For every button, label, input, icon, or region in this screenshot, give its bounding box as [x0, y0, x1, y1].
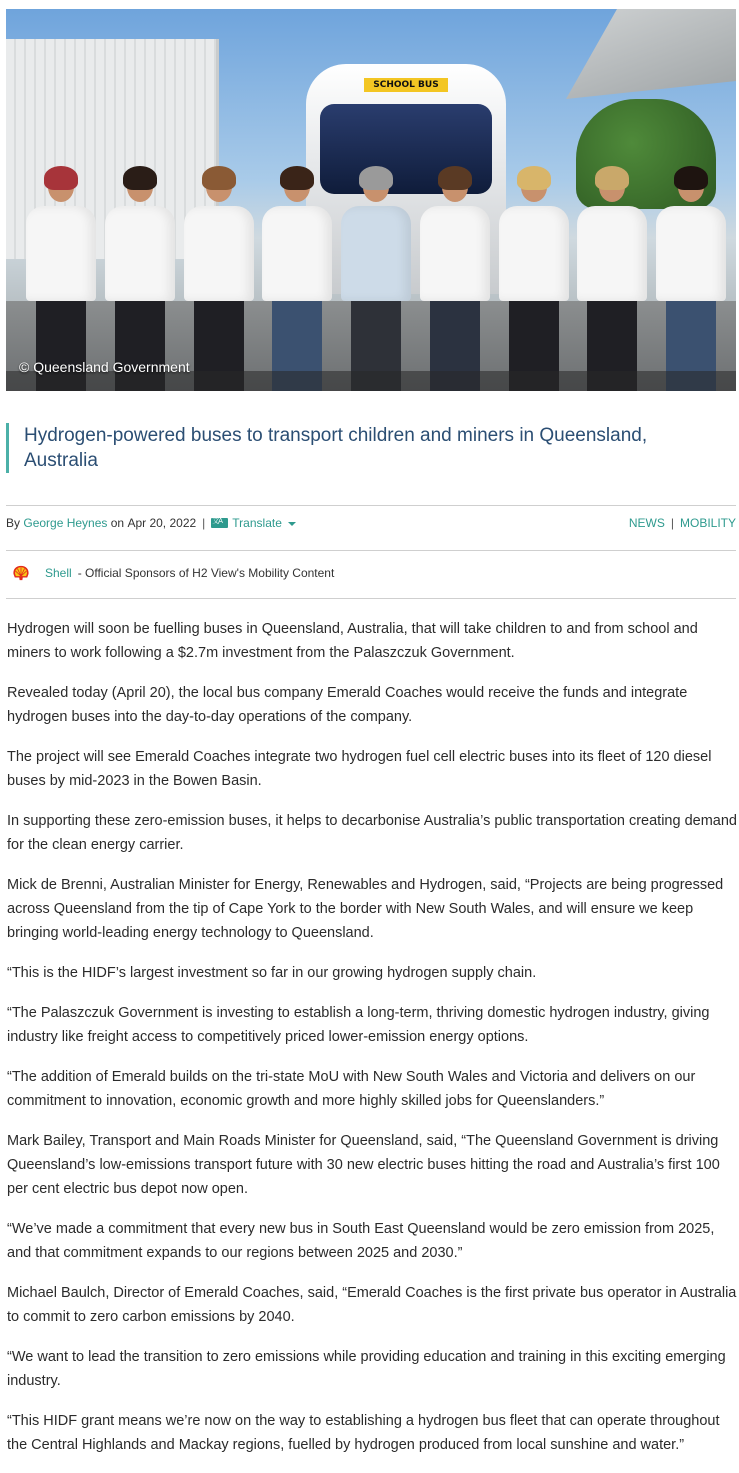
article-paragraph: Michael Baulch, Director of Emerald Coaches, said, “Emerald Coaches is the first private bus operator in Australia to commit to zero carbon emissions by 2040. — [7, 1285, 737, 1325]
by-label: By — [6, 516, 21, 530]
person — [420, 172, 490, 391]
article-paragraph: “We want to lead the transition to zero emissions while providing education and training in this exciting emerging industry. — [7, 1349, 726, 1389]
chevron-down-icon — [288, 522, 296, 526]
divider — [6, 505, 736, 506]
author-link[interactable]: George Heynes — [23, 516, 108, 530]
sponsor-link[interactable]: Shell — [45, 566, 72, 580]
article-paragraph: “The Palaszczuk Government is investing to establish a long-term, thriving domestic hydrogen industry, giving industry like freight access to competitively priced lower-emission energy options. — [7, 1005, 710, 1045]
article-paragraph: Mark Bailey, Transport and Main Roads Minister for Queensland, said, “The Queensland Government is driving Queensland’s low-emissions transport future with 30 new electric buses hitting the road and Australia’s first 100 per cent electric bus depot now open. — [7, 1133, 720, 1197]
sponsor-line — [12, 565, 334, 581]
divider — [6, 598, 736, 599]
person — [262, 172, 332, 391]
article-paragraph: “The addition of Emerald builds on the tri-state MoU with New South Wales and Victoria and delivers on our commitment to innovation, economic growth and more highly skilled jobs for Queenslanders.” — [7, 1069, 696, 1109]
article-title: Hydrogen-powered buses to transport children and miners in Queensland, Australia — [6, 423, 714, 473]
hero-image — [6, 9, 736, 391]
tag-news[interactable]: NEWS — [628, 516, 665, 530]
meta-separator: | — [202, 516, 206, 530]
article-paragraph: The project will see Emerald Coaches integrate two hydrogen fuel cell electric buses into its fleet of 120 diesel buses by mid-2023 in the Bowen Basin. — [7, 749, 712, 789]
sponsor-text: - Official Sponsors of H2 View's Mobility Content — [77, 566, 335, 580]
shell-logo-icon[interactable] — [12, 565, 30, 581]
article-paragraph: Revealed today (April 20), the local bus company Emerald Coaches would receive the funds and integrate hydrogen buses into the day-to-day operations of the company. — [7, 685, 688, 725]
article-paragraph: “This is the HIDF’s largest investment so far in our growing hydrogen supply chain. — [7, 965, 537, 981]
translate-label: Translate — [232, 516, 282, 530]
article-paragraph: “We’ve made a commitment that every new bus in South East Queensland would be zero emission from 2025, and that commitment expands to our regions between 2025 and 2030.” — [7, 1221, 715, 1261]
article-paragraph: Hydrogen will soon be fuelling buses in Queensland, Australia, that will take children to and from school and miners to work following a $2.7m investment from the Palaszczuk Government. — [7, 621, 698, 661]
publish-date: Apr 20, 2022 — [127, 516, 197, 530]
tag-mobility[interactable]: MOBILITY — [679, 516, 736, 530]
image-credit: © Queensland Government — [19, 359, 190, 375]
on-label: on — [110, 516, 125, 530]
person — [499, 172, 569, 391]
bus-sign: SCHOOL BUS — [364, 78, 448, 92]
article-paragraph: Mick de Brenni, Australian Minister for Energy, Renewables and Hydrogen, said, “Projects are being progressed across Queensland from the tip of Cape York to the border with New South Wales, and will ensure we keep bringing world-leading energy technology to Queensland. — [7, 877, 724, 941]
translate-icon — [211, 518, 228, 528]
person — [341, 172, 411, 391]
article-body — [7, 617, 737, 1473]
translate-button[interactable] — [211, 516, 296, 530]
article-paragraph: “This HIDF grant means we’re now on the way to establishing a hydrogen bus fleet that can operate throughout the Central Highlands and Mackay regions, fuelled by hydrogen produced from local sunshine and water.” — [7, 1413, 720, 1453]
hero-people — [26, 141, 726, 391]
person — [656, 172, 726, 391]
tag-separator: | — [670, 516, 674, 530]
article-tags — [629, 516, 736, 530]
divider — [6, 550, 736, 551]
article-meta — [6, 516, 736, 530]
person — [184, 172, 254, 391]
article-paragraph: In supporting these zero-emission buses, it helps to decarbonise Australia’s public transportation creating demand for the clean energy carrier. — [7, 813, 737, 853]
person — [577, 172, 647, 391]
